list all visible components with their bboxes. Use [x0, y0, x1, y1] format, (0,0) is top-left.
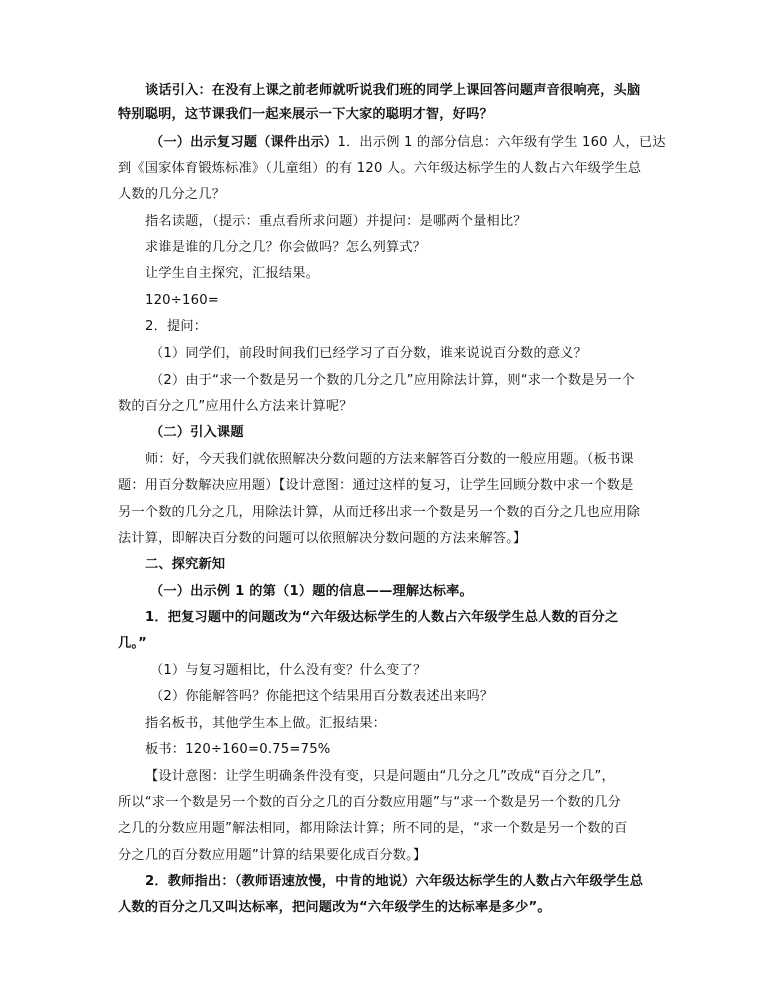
- section-heading: （二）引入课题: [150, 425, 244, 440]
- text-line: 120÷160=: [145, 293, 220, 308]
- text-line: 1．把复习题中的问题改为“六年级达标学生的人数占六年级学生总人数的百分之: [145, 610, 619, 625]
- text-line: 几。”: [118, 636, 148, 651]
- text-line: 人数的百分之几又叫达标率，把问题改为“六年级学生的达标率是多少”。: [118, 900, 551, 915]
- section-heading: （一）出示例 1 的第（1）题的信息——理解达标率。: [150, 584, 473, 599]
- text-line: 板书：120÷160=0.75=75%: [145, 742, 331, 757]
- text-line: 所以“求一个数是另一个数的百分之几的百分数应用题”与“求一个数是另一个数的几分: [118, 795, 622, 810]
- text-line: 指名读题，（提示：重点看所求问题）并提问：是哪两个量相比？: [145, 214, 527, 229]
- text-run: 1．出示例 1 的部分信息：六年级有学生 160 人，已达: [337, 135, 666, 150]
- text-line: 分之几的百分数应用题”计算的结果要化成百分数。】: [118, 848, 427, 863]
- text-line: 2．提问：: [145, 319, 208, 334]
- text-line: 之几的分数应用题”解法相同，都用除法计算；所不同的是，“求一个数是另一个数的百: [118, 821, 628, 836]
- section-heading: 二、探究新知: [145, 557, 226, 572]
- text-line: 数的百分之几”应用什么方法来计算呢？: [118, 399, 353, 414]
- text-line: 人数的几分之几？: [118, 187, 226, 202]
- text-line: [150, 134, 690, 152]
- text-line: 师：好，今天我们就依照解决分数问题的方法来解答百分数的一般应用题。（板书课: [145, 452, 634, 467]
- text-line: 2．教师指出：（教师语速放慢，中肯的地说）六年级达标学生的人数占六年级学生总: [145, 874, 644, 889]
- section-heading: （一）出示复习题（课件出示）: [150, 135, 338, 150]
- text-line: 另一个数的几分之几，用除法计算，从而迁移出求一个数是另一个数的百分之几也应用除: [118, 505, 641, 520]
- text-line: 指名板书，其他学生本上做。汇报结果：: [145, 716, 386, 731]
- text-line: 【设计意图：让学生明确条件没有变，只是问题由“几分之几”改成“百分之几”，: [145, 769, 615, 784]
- text-line: （2）由于“求一个数是另一个数的几分之几”应用除法计算，则“求一个数是另一个: [150, 373, 635, 388]
- text-line: （1）同学们，前段时间我们已经学习了百分数，谁来说说百分数的意义？: [150, 346, 587, 361]
- text-line: 求谁是谁的几分之几？你会做吗？怎么列算式？: [145, 240, 427, 255]
- text-line: 特别聪明，这节课我们一起来展示一下大家的聪明才智，好吗？: [118, 107, 493, 122]
- text-line: 谈话引入：在没有上课之前老师就听说我们班的同学上课回答问题声音很响亮，头脑: [145, 83, 641, 98]
- text-line: （2）你能解答吗？你能把这个结果用百分数表述出来吗？: [150, 689, 494, 704]
- text-line: 题：用百分数解决应用题）【设计意图：通过这样的复习，让学生回顾分数中求一个数是: [118, 478, 634, 493]
- text-line: （1）与复习题相比，什么没有变？什么变了？: [150, 663, 427, 678]
- text-line: 让学生自主探究，汇报结果。: [145, 266, 320, 281]
- text-line: 法计算，即解决百分数的问题可以依照解决分数问题的方法来解答。】: [118, 531, 527, 546]
- text-line: 到《国家体育锻炼标准》（儿童组）的有 120 人。六年级达标学生的人数占六年级学生总: [118, 161, 642, 176]
